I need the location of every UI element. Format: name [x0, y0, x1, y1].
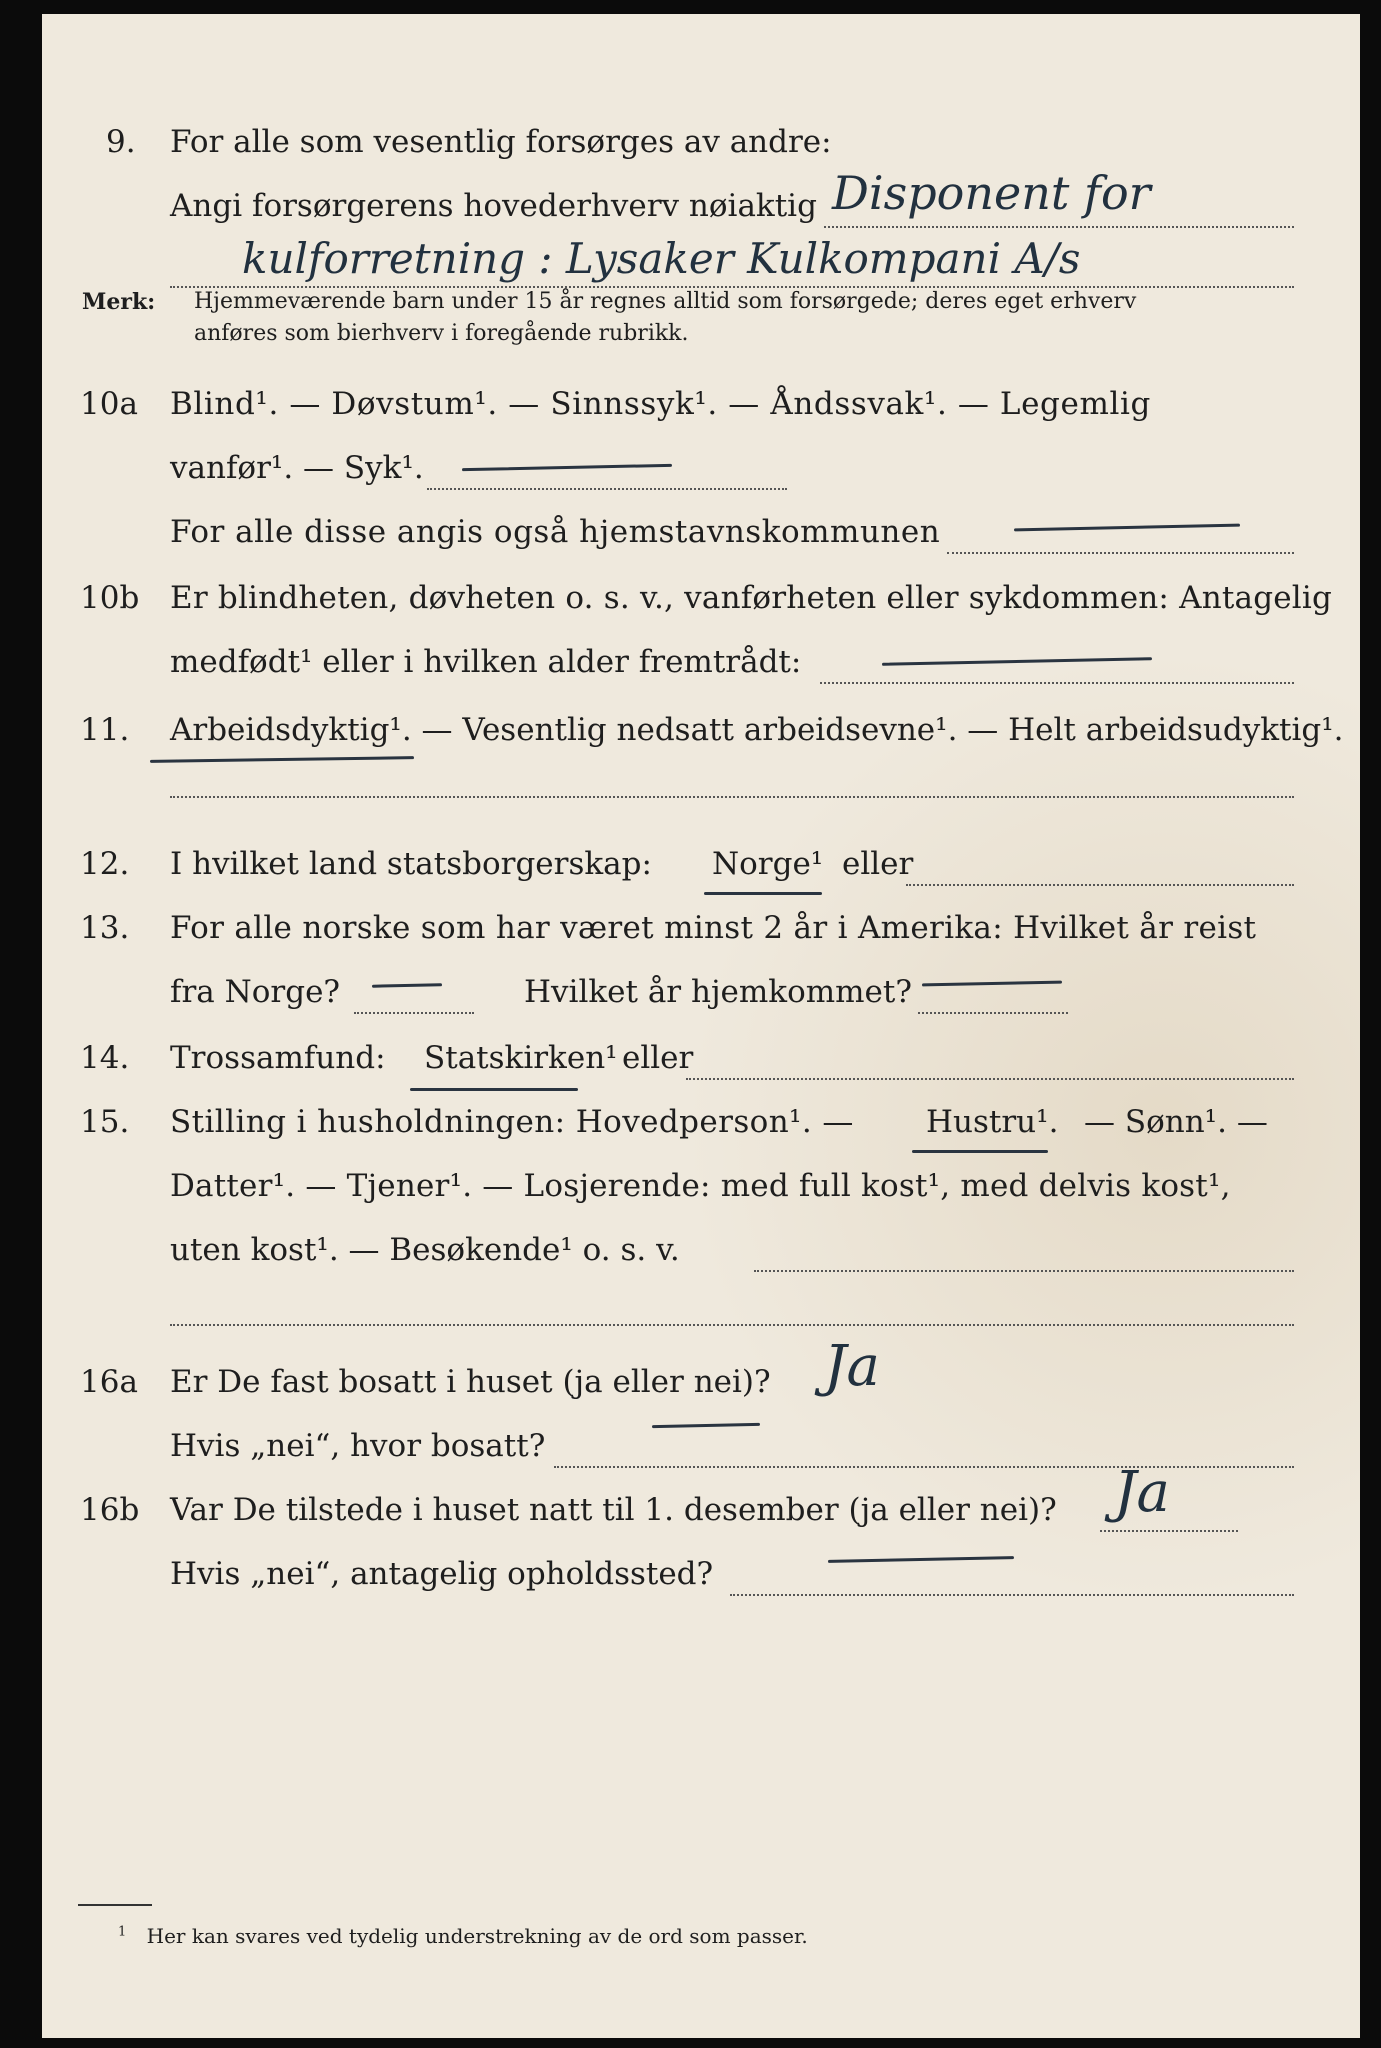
q12-question: I hvilket land statsborgerskap: [170, 846, 652, 882]
q14-answer-field[interactable] [686, 1036, 1294, 1080]
q15-line2 [42, 1164, 1360, 1214]
q10a-options-2: vanfør¹. — Syk¹. [170, 450, 424, 486]
q12-eller: eller [842, 846, 914, 882]
q15-options-a: Stilling i husholdningen: Hovedperson¹. — [170, 1104, 854, 1140]
q13-question: For alle norske som har været minst 2 år i Amerika: Hvilket år reist [170, 910, 1257, 946]
footnote-mark: 1 [118, 1924, 127, 1940]
q13-reist-label: fra Norge? [170, 974, 341, 1010]
q16b-opholdssted-label: Hvis „nei“, antagelig opholdssted? [170, 1556, 714, 1592]
q13-number: 13. [80, 910, 130, 946]
merk-text-1: Hjemmeværende barn under 15 år regnes alltid som forsørgede; deres eget erhverv [194, 289, 1137, 314]
q9-line3 [42, 234, 1360, 294]
q10a-number: 10a [80, 386, 138, 422]
q13-line1 [42, 906, 1360, 956]
q12-number: 12. [80, 846, 130, 882]
q15-number: 15. [80, 1104, 130, 1140]
q16b-handwritten-answer: Ja [1114, 1460, 1170, 1525]
q9-instruction: Angi forsørgerens hovederhverv nøiaktig [170, 188, 817, 224]
q14-label: Trossamfund: [170, 1040, 386, 1076]
q16a-line1 [42, 1334, 1360, 1410]
q14-number: 14. [80, 1040, 130, 1076]
q10a-hjemstavn-label: For alle disse angis også hjemstavnskommunen [170, 514, 941, 550]
q11-options: Arbeidsdyktig¹. — Vesentlig nedsatt arbeidsevne¹. — Helt arbeidsudyktig¹. [170, 712, 1344, 748]
q15-hustru-underline [912, 1150, 1048, 1153]
q11-number: 11. [80, 712, 130, 748]
q16b-question: Var De tilstede i huset natt til 1. desember (ja eller nei)? [170, 1492, 1057, 1528]
q10a-hjemstavn-field[interactable] [947, 510, 1294, 554]
q10a-line3 [42, 510, 1360, 560]
q16b-line2 [42, 1552, 1360, 1602]
q11-line [42, 708, 1360, 758]
q9-handwritten-answer-1: Disponent for [832, 166, 1151, 220]
merk-text-2: anføres som bierhverv i foregående rubrikk. [194, 321, 689, 346]
q16a-handwritten-answer: Ja [824, 1334, 880, 1399]
q10a-line2 [42, 446, 1360, 496]
q13-hjemkommet-label: Hvilket år hjemkommet? [524, 974, 912, 1010]
q12-norge-underline [704, 892, 822, 895]
q16a-bosatt-field[interactable] [554, 1424, 1294, 1468]
q14-option-statskirken[interactable]: Statskirken¹ [424, 1040, 618, 1076]
q11-answer-field[interactable] [170, 754, 1294, 798]
q16a-number: 16a [80, 1364, 138, 1400]
q9-line1 [42, 120, 1360, 170]
q10a-line1 [42, 382, 1360, 432]
q15-blank-line [42, 1282, 1360, 1332]
merk-label: Merk: [82, 289, 156, 315]
q10b-question-2: medfødt¹ eller i hvilken alder fremtrådt: [170, 644, 802, 680]
footnote [118, 1924, 808, 1948]
q13-line2 [42, 970, 1360, 1020]
census-form-page [42, 14, 1360, 2038]
q12-option-norge[interactable]: Norge¹ [712, 846, 824, 882]
q14-statskirken-underline [410, 1088, 578, 1091]
q13-reist-field[interactable] [354, 970, 474, 1014]
q16a-bosatt-label: Hvis „nei“, hvor bosatt? [170, 1428, 546, 1464]
q10b-question: Er blindheten, døvheten o. s. v., vanførheten eller sykdommen: Antagelig [170, 580, 1333, 616]
q16b-line1 [42, 1460, 1360, 1538]
q15-option-hustru[interactable]: Hustru¹. [926, 1104, 1059, 1140]
q10a-options: Blind¹. — Døvstum¹. — Sinnssyk¹. — Åndssvak¹. — Legemlig [170, 386, 1151, 422]
q15-answer-field-2[interactable] [170, 1282, 1294, 1326]
q14-line [42, 1036, 1360, 1086]
q10b-line1 [42, 576, 1360, 626]
q15-options-2: Datter¹. — Tjener¹. — Losjerende: med full kost¹, med delvis kost¹, [170, 1168, 1231, 1204]
q11-blank-line [42, 754, 1360, 804]
footnote-text: Her kan svares ved tydelig understrekning av de ord som passer. [146, 1924, 808, 1948]
q10b-line2 [42, 640, 1360, 690]
q10b-number: 10b [80, 580, 140, 616]
q9-number: 9. [106, 124, 136, 160]
q15-line1 [42, 1100, 1360, 1150]
q9-question: For alle som vesentlig forsørges av andre: [170, 124, 832, 160]
q16b-number: 16b [80, 1492, 140, 1528]
q15-options-b: — Sønn¹. — [1084, 1104, 1268, 1140]
q9-handwritten-answer-2: kulforretning : Lysaker Kulkompani A/s [242, 234, 1081, 283]
q13-hjemkommet-field[interactable] [918, 970, 1068, 1014]
footnote-rule [78, 1904, 152, 1906]
q12-line [42, 842, 1360, 892]
q15-options-3: uten kost¹. — Besøkende¹ o. s. v. [170, 1232, 680, 1268]
q16a-question: Er De fast bosatt i huset (ja eller nei)? [170, 1364, 771, 1400]
q12-answer-field[interactable] [906, 842, 1294, 886]
q14-eller: eller [622, 1040, 694, 1076]
q15-answer-field[interactable] [754, 1228, 1294, 1272]
q9-line2 [42, 166, 1360, 234]
q15-line3 [42, 1228, 1360, 1278]
